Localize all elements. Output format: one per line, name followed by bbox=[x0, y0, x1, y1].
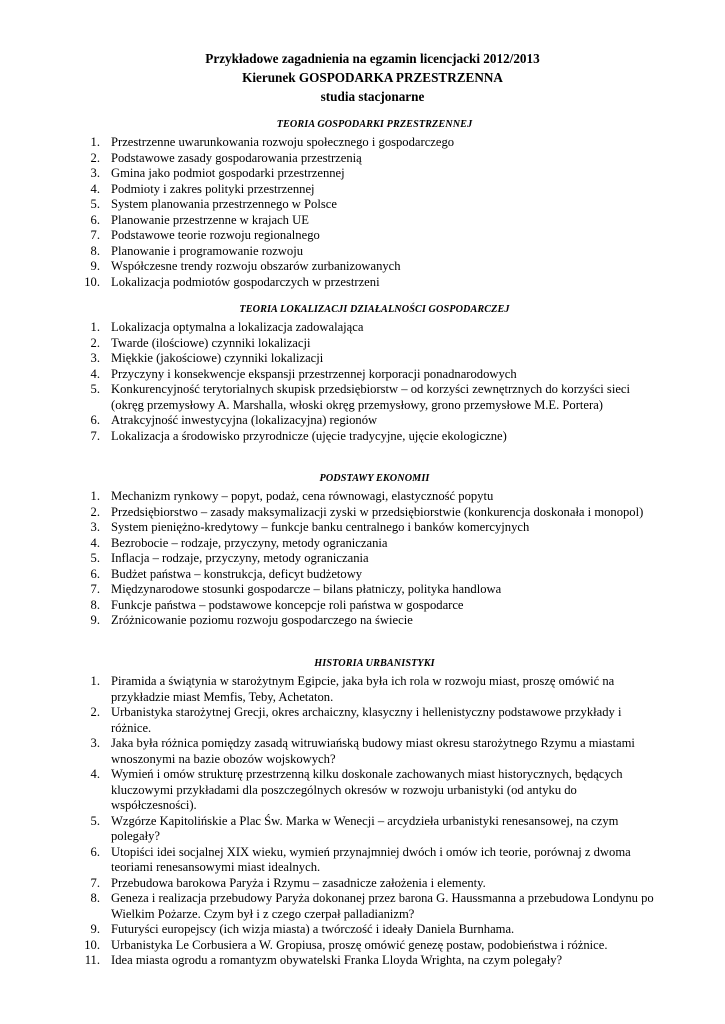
item-text: Przebudowa barokowa Paryża i Rzymu – zasadnicze założenia i elementy. bbox=[111, 875, 486, 890]
item-number: 1. bbox=[90, 489, 100, 503]
item-text: Lokalizacja podmiotów gospodarczych w przestrzeni bbox=[111, 274, 380, 289]
item-text: Wzgórze Kapitolińskie a Plac Św. Marka w Wenecji – arcydzieła urbanistyki renesansowej, na czym polegały? bbox=[111, 813, 619, 843]
item-text: System pieniężno-kredytowy – funkcje banku centralnego i banków komercyjnych bbox=[111, 520, 530, 534]
item-number: 3. bbox=[90, 736, 100, 750]
list-item bbox=[0, 228, 725, 244]
item-text: Atrakcyjność inwestycyjna (lokalizacyjna) regionów bbox=[111, 413, 378, 427]
item-text: Podmioty i zakres polityki przestrzennej bbox=[111, 181, 315, 196]
item-number: 8. bbox=[90, 891, 100, 905]
item-number: 9. bbox=[90, 922, 100, 936]
section-teoria-gospodarki bbox=[0, 118, 725, 290]
item-number: 9. bbox=[90, 613, 100, 627]
list-item bbox=[0, 736, 725, 767]
item-text: Planowanie przestrzenne w krajach UE bbox=[111, 212, 309, 227]
list-item bbox=[0, 382, 725, 413]
item-text: Jaka była różnica pomiędzy zasadą witruwiańską budowy miast okresu starożytnego Rzymu a miastami wnoszonymi na bazie obozów wojskowych? bbox=[111, 736, 635, 766]
item-number: 4. bbox=[90, 767, 100, 781]
section-teoria-lokalizacji bbox=[0, 303, 725, 444]
list-item bbox=[0, 922, 725, 938]
list-item bbox=[0, 598, 725, 614]
list-item bbox=[0, 244, 725, 260]
item-number: 7. bbox=[90, 875, 100, 890]
section-title: HISTORIA URBANISTYKI bbox=[314, 658, 435, 669]
item-number: 6. bbox=[90, 212, 100, 227]
item-text: Futuryści europejscy (ich wizja miasta) a twórczość i ideały Daniela Burnhama. bbox=[111, 922, 515, 936]
item-text: Urbanistyka Le Corbusiera a W. Gropiusa, proszę omówić genezę postaw, podobieństwa i różnice. bbox=[111, 937, 608, 952]
header-study-mode: studia stacjonarne bbox=[320, 89, 425, 104]
item-number: 3. bbox=[90, 351, 100, 365]
section-podstawy-ekonomii bbox=[0, 472, 725, 629]
list-item bbox=[0, 520, 725, 536]
item-text: Twarde (ilościowe) czynniki lokalizacji bbox=[111, 335, 311, 350]
item-text: Funkcje państwa – podstawowe koncepcje roli państwa w gospodarce bbox=[111, 597, 464, 612]
item-number: 4. bbox=[90, 535, 100, 550]
item-number: 1. bbox=[90, 320, 100, 334]
item-text: System planowania przestrzennego w Polsce bbox=[111, 197, 337, 211]
list-item bbox=[0, 674, 725, 705]
list-item bbox=[0, 213, 725, 229]
list-item bbox=[0, 845, 725, 876]
item-text: Przestrzenne uwarunkowania rozwoju społecznego i gospodarczego bbox=[111, 135, 455, 149]
topic-list bbox=[0, 320, 725, 444]
item-number: 6. bbox=[90, 566, 100, 581]
item-number: 7. bbox=[90, 228, 100, 242]
list-item bbox=[0, 876, 725, 892]
item-number: 2. bbox=[90, 705, 100, 719]
list-item bbox=[0, 413, 725, 429]
list-item bbox=[0, 613, 725, 629]
item-text: Geneza i realizacja przebudowy Paryża dokonanej przez barona G. Haussmanna a przebudowa Londynu po Wielkim Pożarze. Czym był i z czego czerpał palladianizm? bbox=[111, 891, 654, 921]
list-item bbox=[0, 275, 725, 291]
section-historia-urbanistyki bbox=[0, 657, 725, 969]
section-title: TEORIA LOKALIZACJI DZIAŁALNOŚCI GOSPODARCZEJ bbox=[239, 304, 510, 315]
item-number: 7. bbox=[90, 582, 100, 596]
item-number: 6. bbox=[90, 844, 100, 859]
list-item bbox=[0, 351, 725, 367]
header-title: Przykładowe zagadnienia na egzamin licencjacki 2012/2013 bbox=[205, 51, 540, 66]
document-header bbox=[0, 49, 725, 106]
item-number: 2. bbox=[90, 504, 100, 519]
topic-list bbox=[0, 489, 725, 629]
list-item bbox=[0, 259, 725, 275]
item-text: Piramida a świątynia w starożytnym Egipcie, jaka była ich rola w rozwoju miast, proszę omówić na przykładzie miast Memfis, Teby, Achetaton. bbox=[111, 674, 615, 704]
item-text: Urbanistyka starożytnej Grecji, okres archaiczny, klasyczny i hellenistyczny podstawowe przykłady i różnice. bbox=[111, 705, 622, 735]
item-number: 3. bbox=[90, 520, 100, 534]
item-number: 2. bbox=[90, 335, 100, 350]
item-number: 5. bbox=[90, 551, 100, 565]
item-number: 1. bbox=[90, 674, 100, 688]
header-major: Kierunek GOSPODARKA PRZESTRZENNA bbox=[242, 70, 503, 85]
item-text: Idea miasta ogrodu a romantyzm obywatelski Franka Lloyda Wrighta, na czym polegały? bbox=[111, 953, 563, 967]
list-item bbox=[0, 367, 725, 383]
list-item bbox=[0, 135, 725, 151]
item-text: Międzynarodowe stosunki gospodarcze – bilans płatniczy, polityka handlowa bbox=[111, 582, 502, 596]
item-number: 3. bbox=[90, 166, 100, 180]
list-item bbox=[0, 567, 725, 583]
item-number: 5. bbox=[90, 197, 100, 211]
item-number: 4. bbox=[90, 366, 100, 381]
item-text: Lokalizacja optymalna a lokalizacja zadowalająca bbox=[111, 320, 364, 334]
list-item bbox=[0, 320, 725, 336]
item-text: Gmina jako podmiot gospodarki przestrzennej bbox=[111, 166, 345, 180]
section-title: PODSTAWY EKONOMII bbox=[319, 473, 430, 484]
topic-list bbox=[0, 674, 725, 969]
item-text: Planowanie i programowanie rozwoju bbox=[111, 243, 303, 258]
item-number: 8. bbox=[90, 243, 100, 258]
list-item bbox=[0, 151, 725, 167]
item-text: Lokalizacja a środowisko przyrodnicze (ujęcie tradycyjne, ujęcie ekologiczne) bbox=[111, 428, 507, 443]
item-number: 11. bbox=[84, 953, 100, 967]
list-item bbox=[0, 953, 725, 969]
list-item bbox=[0, 705, 725, 736]
item-text: Miękkie (jakościowe) czynniki lokalizacji bbox=[111, 351, 324, 365]
list-item bbox=[0, 505, 725, 521]
topic-list bbox=[0, 135, 725, 290]
list-item bbox=[0, 582, 725, 598]
item-text: Podstawowe teorie rozwoju regionalnego bbox=[111, 228, 320, 242]
item-text: Przyczyny i konsekwencje ekspansji przestrzennej korporacji ponadnarodowych bbox=[111, 366, 517, 381]
item-number: 4. bbox=[90, 181, 100, 196]
item-text: Podstawowe zasady gospodarowania przestrzenią bbox=[111, 150, 362, 165]
item-number: 6. bbox=[90, 413, 100, 427]
item-text: Inflacja – rodzaje, przyczyny, metody ograniczania bbox=[111, 551, 369, 565]
item-text: Konkurencyjność terytorialnych skupisk przedsiębiorstw – od korzyści zewnętrznych do korzyści sieci (okręg przemysłowy A. Marshalla, włoski okręg przemysłowy, grono przemysłowe M.E. Portera) bbox=[111, 382, 630, 412]
section-title: TEORIA GOSPODARKI PRZESTRZENNEJ bbox=[276, 119, 473, 130]
item-number: 9. bbox=[90, 259, 100, 273]
list-item bbox=[0, 336, 725, 352]
list-item bbox=[0, 767, 725, 814]
item-number: 5. bbox=[90, 813, 100, 828]
list-item bbox=[0, 166, 725, 182]
item-number: 7. bbox=[90, 428, 100, 443]
item-number: 1. bbox=[90, 135, 100, 149]
item-text: Utopiści idei socjalnej XIX wieku, wymień przynajmniej dwóch i omów ich teorie, porównaj z dwoma teoriami renesansowymi miast idealnych. bbox=[111, 844, 631, 874]
list-item bbox=[0, 197, 725, 213]
list-item bbox=[0, 429, 725, 445]
item-number: 8. bbox=[90, 597, 100, 612]
item-text: Budżet państwa – konstrukcja, deficyt budżetowy bbox=[111, 566, 363, 581]
item-number: 2. bbox=[90, 150, 100, 165]
item-number: 5. bbox=[90, 382, 100, 396]
list-item bbox=[0, 814, 725, 845]
list-item bbox=[0, 938, 725, 954]
item-text: Mechanizm rynkowy – popyt, podaż, cena równowagi, elastyczność popytu bbox=[111, 489, 494, 503]
item-text: Wymień i omów strukturę przestrzenną kilku doskonale zachowanych miast historycznych, będących kluczowymi przykładami dla poszczególnych okresów w rozwoju urbanistyki (od antyku do współczesności). bbox=[111, 767, 623, 812]
item-number: 10. bbox=[84, 274, 100, 289]
list-item bbox=[0, 182, 725, 198]
list-item bbox=[0, 891, 725, 922]
item-text: Bezrobocie – rodzaje, przyczyny, metody ograniczania bbox=[111, 535, 388, 550]
list-item bbox=[0, 536, 725, 552]
item-number: 10. bbox=[84, 937, 100, 952]
list-item bbox=[0, 489, 725, 505]
item-text: Zróżnicowanie poziomu rozwoju gospodarczego na świecie bbox=[111, 613, 413, 627]
item-text: Współczesne trendy rozwoju obszarów zurbanizowanych bbox=[111, 259, 401, 273]
list-item bbox=[0, 551, 725, 567]
item-text: Przedsiębiorstwo – zasady maksymalizacji zyski w przedsiębiorstwie (konkurencja doskonała i monopol) bbox=[111, 504, 644, 519]
